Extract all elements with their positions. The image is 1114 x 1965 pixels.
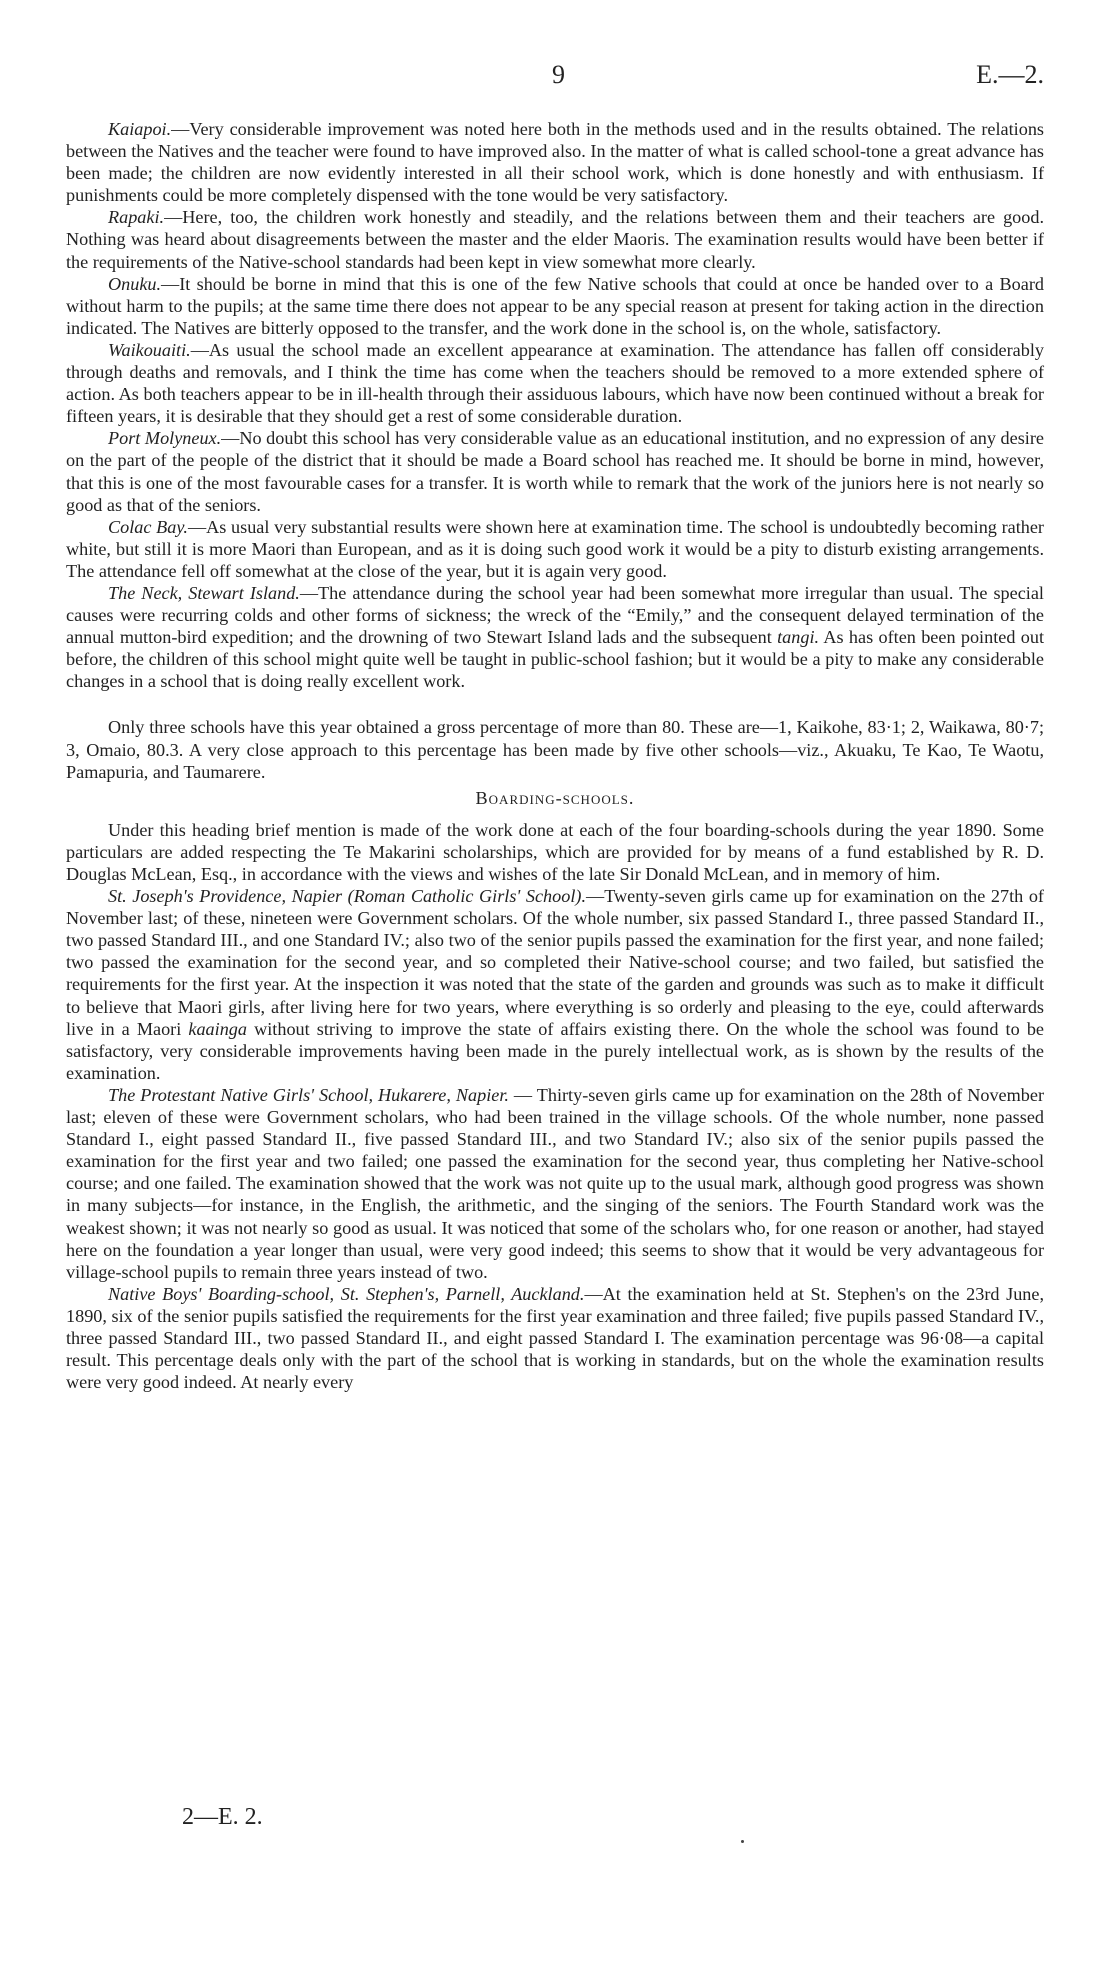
paragraph-boarding-intro: Under this heading brief mention is made of the work done at each of the four boarding-schools during the year 1890. Some particulars are added respecting the Te Makarini scholarships, which are provided for by means of a fund established by R. D. Douglas McLean, Esq., in accordance with the views and wishes of the late Sir Donald McLean, and in memory of him.: [66, 819, 1044, 884]
paragraph-lead: St. Joseph's Providence, Napier (Roman Catholic Girls' School).: [108, 886, 586, 907]
italic-term: tangi.: [777, 627, 820, 648]
paragraph-rapaki: [66, 206, 1044, 272]
paragraph-text: —As usual the school made an excellent appearance at examination. The attendance has fallen off considerably through deaths and removals, and I think the time has come when the teachers should be removed to a more extended sphere of action. As both teachers appear to be in ill-health through their assiduous labours, which have now been continued without a break for fifteen years, it is desirable that they should get a rest of some considerable duration.: [66, 339, 1044, 427]
italic-term: kaainga: [188, 1018, 247, 1039]
paragraph-lead: Rapaki.: [108, 207, 165, 228]
paragraph-hukarere: [66, 1084, 1044, 1283]
paragraph-kaiapoi: [66, 118, 1044, 206]
section-heading: Boarding-schools.: [475, 787, 635, 808]
paragraph-onuku: [66, 273, 1044, 339]
paragraph-lead: Colac Bay.: [108, 516, 188, 537]
page-body: [66, 118, 1044, 1393]
paragraph-text: —Twenty-seven girls came up for examination on the 27th of November last; of these, nineteen were Government scholars. Of the whole number, six passed Standard I., three passed Standard II., two passed Standard III., and one Standard IV.; also two of the senior pupils passed the examination for the first year, and none failed; two passed the examination for the second year, and so completed their Native-school course; and two failed, but satisfied the requirements for the first year. At the inspection it was noted that the state of the garden and grounds was such as to make it difficult to believe that Maori girls, after living here for two years, where everything is so orderly and pleasing to the eye, could afterwards live in a Maori: [66, 886, 1044, 1039]
paragraph-lead: Onuku.: [108, 273, 162, 294]
paragraph-the-neck: [66, 582, 1044, 692]
page-signature: 2—E. 2.: [182, 1804, 263, 1830]
paragraph-summary: Only three schools have this year obtained a gross percentage of more than 80. These are—1, Kaikohe, 83·1; 2, Waikawa, 80·7; 3, Omaio, 80.3. A very close approach to this percentage has been made by five other schools—viz., Akuaku, Te Kao, Te Waotu, Pamapuria, and Taumarere.: [66, 717, 1044, 782]
paragraph-colac-bay: [66, 516, 1044, 582]
paragraph-st-stephens: [66, 1283, 1044, 1393]
paragraph-lead: The Neck, Stewart Island.: [108, 582, 300, 603]
paragraph-text: —Very considerable improvement was noted here both in the methods used and in the results obtained. The relations between the Natives and the teacher were found to have improved also. In the matter of what is called school-tone a great advance has been made; the children are now evidently interested in all their school work, which is done honestly and with enthusiasm. If punishments could be more completely dispensed with the tone would be very satisfactory.: [66, 119, 1044, 206]
document-reference: E.—2.: [976, 60, 1044, 89]
paragraph-text: —At the examination held at St. Stephen's on the 23rd June, 1890, six of the senior pupils satisfied the requirements for the first year examination and three failed; five pupils passed Standard IV., three passed Standard III., two passed Standard II., and eight passed Standard I. The examination percentage was 96·08—a capital result. This percentage deals only with the part of the school that is working in standards, but on the whole the examination results were very good indeed. At nearly every: [66, 1283, 1045, 1393]
paragraph-waikouaiti: [66, 339, 1044, 427]
paragraph-port-molyneux: [66, 427, 1044, 515]
paragraph-text: —No doubt this school has very considerable value as an educational institution, and no expression of any desire on the part of the people of the district that it should be made a Board school has reached me. It should be borne in mind, however, that this is one of the most favourable cases for a transfer. It is worth while to remark that the work of the juniors here is not nearly so good as that of the seniors.: [66, 428, 1044, 515]
paragraph-lead: The Protestant Native Girls' School, Hukarere, Napier.: [108, 1084, 509, 1105]
paragraph-text: —The attendance during the school year had been somewhat more irregular than usual. The special causes were recurring colds and other forms of sickness; the wreck of the “Emily,” and the consequent delayed termination of the annual mutton-bird expedition; and the drowning of two Stewart Island lads and the subsequent: [66, 582, 1044, 648]
paragraph-text: —As usual very substantial results were shown here at examination time. The school is undoubtedly becoming rather white, but still it is more Maori than European, and as it is doing such good work it would be a pity to disturb existing arrangements. The attendance fell off somewhat at the close of the year, but it is again very good.: [66, 516, 1044, 581]
paragraph-lead: Native Boys' Boarding-school, St. Stephen's, Parnell, Auckland.: [108, 1283, 585, 1304]
paragraph-text: without striving to improve the state of affairs existing there. On the whole the school was found to be satisfactory, very considerable improvements having been made in the purely intellectual work, as is shown by the results of the examination.: [66, 1018, 1044, 1083]
paragraph-lead: Waikouaiti.: [108, 339, 191, 360]
paragraph-text: —It should be borne in mind that this is one of the few Native schools that could at once be handed over to a Board without harm to the pupils; at the same time there does not appear to be any special reason at present for taking action in the direction indicated. The Natives are bitterly opposed to the transfer, and the work done in the school is, on the whole, satisfactory.: [66, 273, 1044, 338]
paragraph-text: —Here, too, the children work honestly and steadily, and the relations between them and their teachers are good. Nothing was heard about disagreements between the master and the elder Maoris. The examination results would have been better if the requirements of the Native-school standards had been kept in view somewhat more clearly.: [66, 207, 1044, 272]
paragraph-text: As has often been pointed out before, the children of this school might quite well be taught in public-school fashion; but it would be a pity to make any considerable changes in a school that is doing really excellent work.: [66, 627, 1045, 692]
paragraph-text: — Thirty-seven girls came up for examination on the 28th of November last; eleven of these were Government scholars, who had been trained in the village schools. Of the whole number, none passed Standard I., eight passed Standard II., five passed Standard III., and two Standard IV.; also six of the senior pupils passed the examination for the first year and two failed; one passed the examination for the second year, thus completing her Native-school course; and one failed. The examination showed that the work was not quite up to the usual mark, although good progress was shown in many subjects—for instance, in the English, the arithmetic, and the singing of the seniors. The Fourth Standard work was the weakest shown; it was not nearly so good as usual. It was noticed that some of the scholars who, for one reason or another, had stayed here on the foundation a year longer than usual, were very good indeed; this seems to show that it would be very advantageous for village-school pupils to remain three years instead of two.: [66, 1084, 1045, 1282]
page-header: [0, 60, 1114, 96]
paragraph-lead: Kaiapoi.: [108, 119, 172, 139]
page-number: 9: [552, 60, 565, 89]
paragraph-lead: Port Molyneux.: [108, 428, 222, 449]
paragraph-st-josephs: [66, 885, 1044, 1084]
ink-speck: [741, 1840, 744, 1843]
